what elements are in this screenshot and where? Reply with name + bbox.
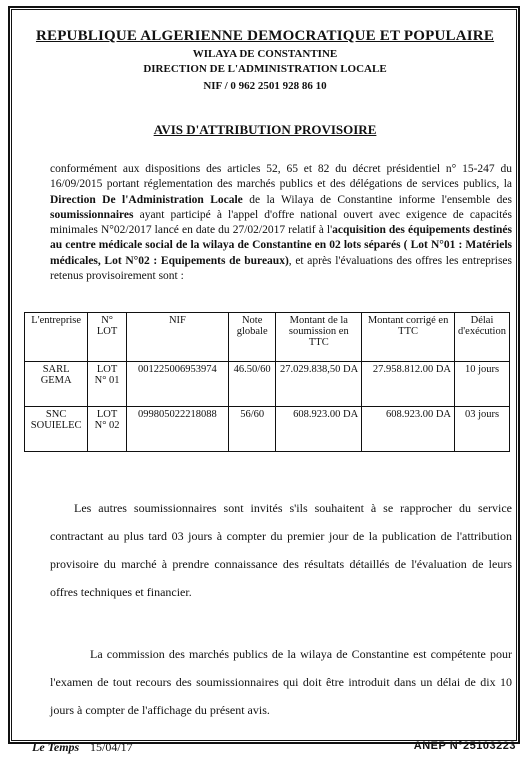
invitation-paragraph: Les autres soumissionnaires sont invités s'ils souhaitent à se rapprocher du service contractant au plus tard 03 jours à compter du premier jour de la publication de l'attribution provisoire du marché à prendre connaissance des résultats détaillés de l'évaluation de leurs offres techniques et financier. xyxy=(50,501,512,599)
newspaper-brand: Le Temps xyxy=(32,740,80,754)
table-row xyxy=(25,362,510,407)
recours-paragraph: La commission des marchés publics de la wilaya de Constantine est compétente pour l'examen de tout recours des soumissionnaires qui doit être introduit dans un délai de dix 10 jours à compter de l'affichage du présent avis. xyxy=(50,647,512,717)
publication-date: 15/04/17 xyxy=(90,740,133,754)
cell-nif: 099805022218088 xyxy=(126,407,228,452)
anep-reference: ANEP N°25103223 xyxy=(413,740,516,752)
cell-note: 56/60 xyxy=(228,407,276,452)
intro-bold-acquisition: acquisition des équipements destinés au centre médicale social de la wilaya de Constantine en 02 lots séparés ( Lot N°01 : Matériels médicales, Lot N°02 : Equipements de bureaux) xyxy=(50,224,512,267)
cell-nif: 001225006953974 xyxy=(126,362,228,407)
cell-delai: 10 jours xyxy=(455,362,510,407)
cell-montant-corrige: 608.923.00 DA xyxy=(362,407,455,452)
intro-paragraph xyxy=(50,162,512,284)
wilaya-line: WILAYA DE CONSTANTINE xyxy=(192,48,338,60)
col-header-lot: N° LOT xyxy=(88,313,127,362)
col-header-entreprise: L'entreprise xyxy=(25,313,88,362)
footer xyxy=(0,740,530,758)
cell-delai: 03 jours xyxy=(455,407,510,452)
direction-line: DIRECTION DE L'ADMINISTRATION LOCALE xyxy=(143,63,387,75)
nif-line: NIF / 0 962 2501 928 86 10 xyxy=(203,80,327,92)
cell-entreprise: SARL GEMA xyxy=(25,362,88,407)
cell-montant: 608.923.00 DA xyxy=(276,407,362,452)
col-header-montant: Montant de la soumission en TTC xyxy=(276,313,362,362)
cell-entreprise: SNC SOUIELEC xyxy=(25,407,88,452)
attribution-table xyxy=(24,312,510,452)
col-header-montant-corrige: Montant corrigé en TTC xyxy=(362,313,455,362)
cell-montant: 27.029.838,50 DA xyxy=(276,362,362,407)
intro-bold-soumissionnaires: soumissionnaires xyxy=(50,208,134,221)
cell-montant-corrige: 27.958.812.00 DA xyxy=(362,362,455,407)
intro-text-2: de la Wilaya de Constantine informe l'ensemble des xyxy=(242,193,512,206)
cell-note: 46.50/60 xyxy=(228,362,276,407)
intro-text-4: , et après l'évaluations des offres les entreprises retenus provisoirement sont : xyxy=(50,254,512,283)
cell-lot: LOT N° 01 xyxy=(88,362,127,407)
republic-heading: REPUBLIQUE ALGERIENNE DEMOCRATIQUE ET POPULAIRE xyxy=(35,28,495,44)
col-header-note: Note globale xyxy=(228,313,276,362)
col-header-delai: Délai d'exécution xyxy=(455,313,510,362)
col-header-nif: NIF xyxy=(126,313,228,362)
table-row xyxy=(25,407,510,452)
cell-lot: LOT N° 02 xyxy=(88,407,127,452)
intro-text-3: ayant participé à l'appel d'offre national ouvert avec exigence de capacités minimales N°02/2017 lancé en date du 27/02/2017 relatif à l' xyxy=(50,208,512,237)
intro-bold-direction: Direction De l'Administration Locale xyxy=(50,193,243,206)
intro-text-1: conformément aux dispositions des articles 52, 65 et 82 du décret présidentiel n° 15-247 du 16/09/2015 portant réglementation des marchés publics et des délégations de services publics, la xyxy=(50,163,512,191)
notice-title: AVIS D'ATTRIBUTION PROVISOIRE xyxy=(153,122,377,137)
table-header-row xyxy=(25,313,510,362)
